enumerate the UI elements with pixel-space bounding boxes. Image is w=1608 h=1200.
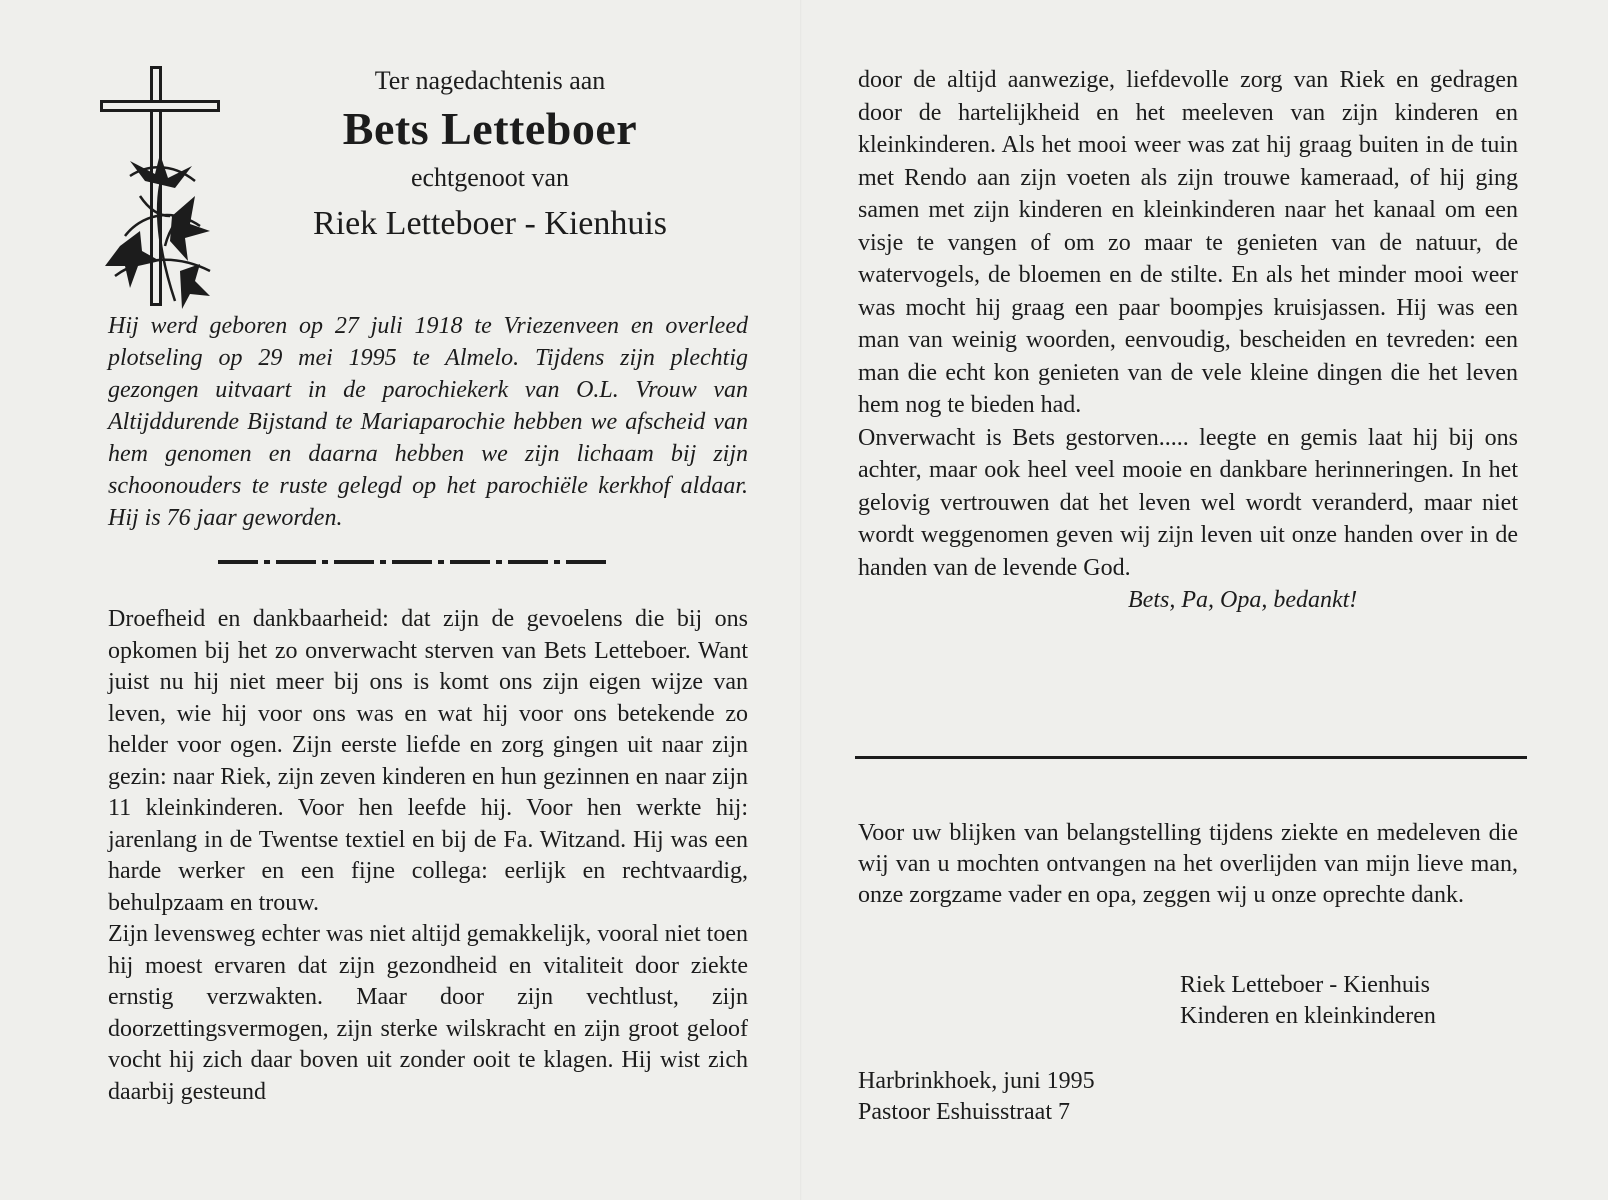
biography-paragraph: Hij werd geboren op 27 juli 1918 te Vriezenveen en overleed plotseling op 29 mei 1995 te Almelo. Tijdens zijn plechtig gezongen uitvaart in de parochiekerk van O.L. Vrouw van Altijddurende Bijstand te Mariaparochie hebben we afscheid van hem genomen en daarna hebben we zijn lichaam bij zijn schoonouders te ruste gelegd op het parochiële kerkhof aldaar. Hij is 76 jaar geworden. <box>108 313 748 531</box>
deceased-name: Bets Letteboer <box>342 103 638 154</box>
paragraph-unexpected: Onverwacht is Bets gestorven..... leegte en gemis laat hij bij ons achter, maar ook heel veel mooie en dankbare herinneringen. In het gelovig vertrouwen dat het leven wel wordt veranderd, maar niet wordt weggenomen geven wij zijn leven uit onze handen over in de handen van de levende God. <box>858 424 1518 581</box>
signature-line-1: Riek Letteboer - Kienhuis <box>1180 972 1430 998</box>
left-body-text <box>108 604 748 1108</box>
signature-line-2: Kinderen en kleinkinderen <box>1180 1003 1436 1029</box>
spouse-name: Riek Letteboer - Kienhuis <box>312 205 668 242</box>
spouse-label: echtgenoot van <box>410 163 570 192</box>
paragraph-grief: Droefheid en dankbaarheid: dat zijn de gevoelens die bij ons opkomen bij het zo onverwacht sterven van Bets Letteboer. Want juist nu hij niet meer bij ons is komt ons zijn eigen wijze van leven, wie hij voor ons was en wat hij voor ons betekende zo helder voor ogen. Zijn eerste liefde en zorg gingen uit naar zijn gezin: naar Riek, zijn zeven kinderen en hun gezinnen en naar zijn 11 kleinkinderen. Voor hen leefde hij. Voor hen werkte hij: jarenlang in de Twentse textiel en bij de Fa. Witzand. Hij was een harde werker en een fijne collega: eerlijk en rechtvaardig, behulpzaam en trouw. <box>108 606 748 916</box>
intro-line: Ter nagedachtenis aan <box>374 66 606 95</box>
paragraph-care: door de altijd aanwezige, liefdevolle zorg van Riek en gedragen door de hartelijkheid en het meeleven van zijn kinderen en kleinkinderen. Als het mooi weer was zat hij graag buiten in de tuin met Rendo aan zijn voeten als zijn trouwe kameraad, of hij ging samen met zijn kinderen en kleinkinderen naar het kanaal om een visje te vangen of om zo maar te genieten van de natuur, de watervogels, de bloemen en de stilte. En als het minder mooi weer was mocht hij graag een paar boompjes kruisjassen. Hij was een man van weinig woorden, eenvoudig, bescheiden en tevreden: een man die echt kon genieten van de vele kleine dingen die het leven hem nog te bieden had. <box>858 67 1518 418</box>
street-address: Pastoor Eshuisstraat 7 <box>858 1099 1070 1125</box>
signature-block <box>1180 970 1436 1032</box>
right-page <box>800 0 1608 1200</box>
right-body-text <box>858 64 1518 617</box>
dash-divider <box>218 560 610 564</box>
memorial-header <box>280 66 700 243</box>
address-block <box>858 1066 1095 1128</box>
place-date: Harbrinkhoek, juni 1995 <box>858 1068 1095 1094</box>
solid-divider <box>855 756 1527 759</box>
cross-with-lilies-icon <box>100 66 225 311</box>
acknowledgement-paragraph: Voor uw blijken van belangstelling tijdens ziekte en medeleven die wij van u mochten ontvangen na het overlijden van mijn lieve man, onze zorgzame vader en opa, zeggen wij u onze oprechte dank. <box>858 820 1518 908</box>
left-page <box>0 0 800 1200</box>
paragraph-life-path: Zijn levensweg echter was niet altijd gemakkelijk, vooral niet toen hij moest ervaren dat zijn gezondheid en vitaliteit door ziekte ernstig verzwakten. Maar door zijn vechtlust, zijn doorzettingsvermogen, zijn sterke wilskracht en zijn groot geloof vocht hij zich daar boven uit zonder ooit te klagen. Hij wist zich daarbij gesteund <box>108 921 748 1105</box>
thanks-line: Bets, Pa, Opa, bedankt! <box>1128 587 1358 613</box>
